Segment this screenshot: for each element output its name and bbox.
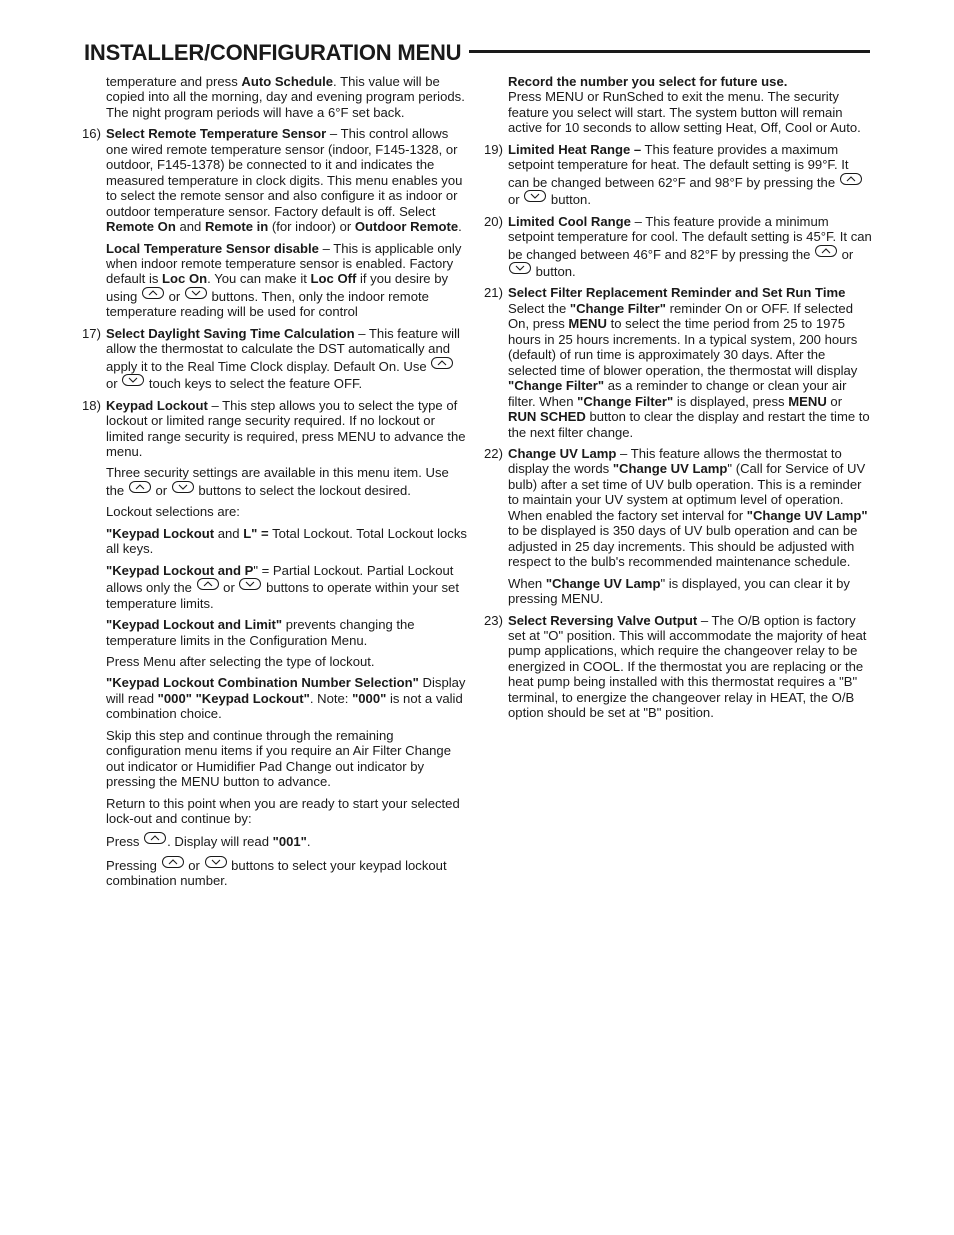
up-arrow-key-icon [144,832,166,844]
up-arrow-key-icon [197,578,219,590]
left-column [82,74,469,895]
intro-paragraph: temperature and press Auto Schedule. This value will be copied into all the morning, day and evening program periods. The night program periods will have a 6°F set back. [106,74,465,120]
up-arrow-key-icon [431,357,453,369]
item-number: 16) [82,126,101,142]
page-title: INSTALLER/CONFIGURATION MENU [84,38,469,68]
down-arrow-key-icon [239,578,261,590]
down-arrow-key-icon [172,481,194,493]
item-20: 20) Limited Cool Range – This feature provide a minimum setpoint temperature for cool. The default setting is 45°F. It can be changed between 46°F and 82°F by pressing the or button. [484,213,872,279]
down-arrow-key-icon [122,374,144,386]
pressing-paragraph: Pressing or buttons to select your keypad lockout combination number. [106,857,447,889]
local-sensor-paragraph: Local Temperature Sensor disable – This is applicable only when indoor remote temperature sensor is enabled. Factory default is Loc On. You can make it Loc Off if you desire by using or buttons. Then, only the indoor remote temperature reading will be used for control [106,240,462,320]
partial-lockout-paragraph: "Keypad Lockout and P" = Partial Lockout. Partial Lockout allows only the or buttons to operate within your set temperature limits. [106,562,459,611]
page-header [84,38,870,68]
down-arrow-key-icon [205,856,227,868]
item-23: 23) Select Reversing Valve Output – The O/B option is factory set at "O" position. This will accommodate the majority of heat pump applications, which require the changeover relay to be energized in COOL. If the thermostat you are replacing or the heat pump being installed with this thermostat requires a "B" terminal, to energize the changeover relay in HEAT, the O/B option should be set at "B" position. [484,612,867,721]
lockout-selections-paragraph: Lockout selections are: [106,504,240,520]
item-19: 19) Limited Heat Range – This feature provides a maximum setpoint temperature for heat. The default setting is 99°F. It can be changed between 62°F and 98°F by pressing the or button. [484,142,872,208]
down-arrow-key-icon [524,190,546,202]
combination-paragraph: "Keypad Lockout Combination Number Selection" Display will read "000" "Keypad Lockout". Note: "000" is not a valid combination choice. [106,675,466,722]
item-17: 17) Select Daylight Saving Time Calculation – This feature will allow the thermostat to calculate the DST automatically and apply it to the Real Time Clock display. Default On. Use or touch keys to select the feature OFF. [82,325,460,392]
item-16: 16) Select Remote Temperature Sensor – This control allows one wired remote temperature sensor (indoor, F145-1328, or outdoor, F145-1378) be connected to it and indicates the measured temperature in clock digits. This menu enables you to select the remote sensor and also configure it as indoor or outdoor temperature sensor. Factory default is off. Select Remote On and Remote in (for indoor) or Outdoor Remote. [82,126,463,235]
security-settings-paragraph: Three security settings are available in this menu item. Use the or buttons to select the lockout desired. [106,465,449,498]
total-lockout-paragraph: "Keypad Lockout and L" = Total Lockout. Total Lockout locks all keys. [106,525,467,557]
up-arrow-key-icon [840,173,862,185]
item-number: 18) [82,397,101,413]
press-menu-paragraph: Press Menu after selecting the type of lockout. [106,653,375,669]
up-arrow-key-icon [142,287,164,299]
down-arrow-key-icon [509,262,531,274]
up-arrow-key-icon [129,481,151,493]
up-arrow-key-icon [815,245,837,257]
item-number: 20) [484,213,503,229]
press-up-paragraph: Press . Display will read "001". [106,834,311,850]
up-arrow-key-icon [162,856,184,868]
skip-step-paragraph: Skip this step and continue through the remaining configuration menu items if you require an Air Filter Change out indicator or Humidifier Pad Change out indicator by pressing the MENU button to advance. [106,727,451,790]
item-number: 21) [484,285,503,301]
item-18: 18) Keypad Lockout – This step allows you to select the type of lockout or limited range security required. If no lockout or limited range security is required, press MENU to advance the menu. [82,397,466,459]
item-number: 22) [484,445,503,461]
down-arrow-key-icon [185,287,207,299]
limit-lockout-paragraph: "Keypad Lockout and Limit" prevents changing the temperature limits in the Configuration Menu. [106,617,415,648]
right-column [484,74,872,727]
item-21: 21) Select Filter Replacement Reminder and Set Run Time Select the "Change Filter" reminder On or OFF. If selected On, press MENU to select the time period from 25 to 1975 hours in 25 hours increments. In a typical system, 200 hours (default) of run time is approximately 30 days. After the selected time of blower operation, the thermostat will display "Change Filter" as a reminder to change or clean your air filter. When "Change Filter" is displayed, press MENU or RUN SCHED button to clear the display and restart the time to the next filter change. [484,285,870,440]
uv-lamp-clear-paragraph: When "Change UV Lamp" is displayed, you can clear it by pressing MENU. [508,575,850,607]
item-number: 19) [484,141,503,157]
item-number: 17) [82,325,101,341]
record-number-paragraph: Record the number you select for future use. Press MENU or RunSched to exit the menu. The security feature you select will start. The system button will remain active for 10 seconds to allow setting Heat, Off, Cool or Auto. [508,74,861,136]
item-number: 23) [484,612,503,628]
return-paragraph: Return to this point when you are ready to start your selected lock-out and continue by: [106,795,460,827]
item-22: 22) Change UV Lamp – This feature allows the thermostat to display the words "Change UV Lamp" (Call for Service of UV bulb) after a set time of UV bulb operation. This is a reminder to maintain your UV system at optimum level of operation. When enabled the factory set interval for "Change UV Lamp" to be displayed is 350 days of UV bulb operation and can be adjusted in 25 day increments. This should be adjusted with respect to the bulb's recommended maintenance schedule. [484,445,868,570]
